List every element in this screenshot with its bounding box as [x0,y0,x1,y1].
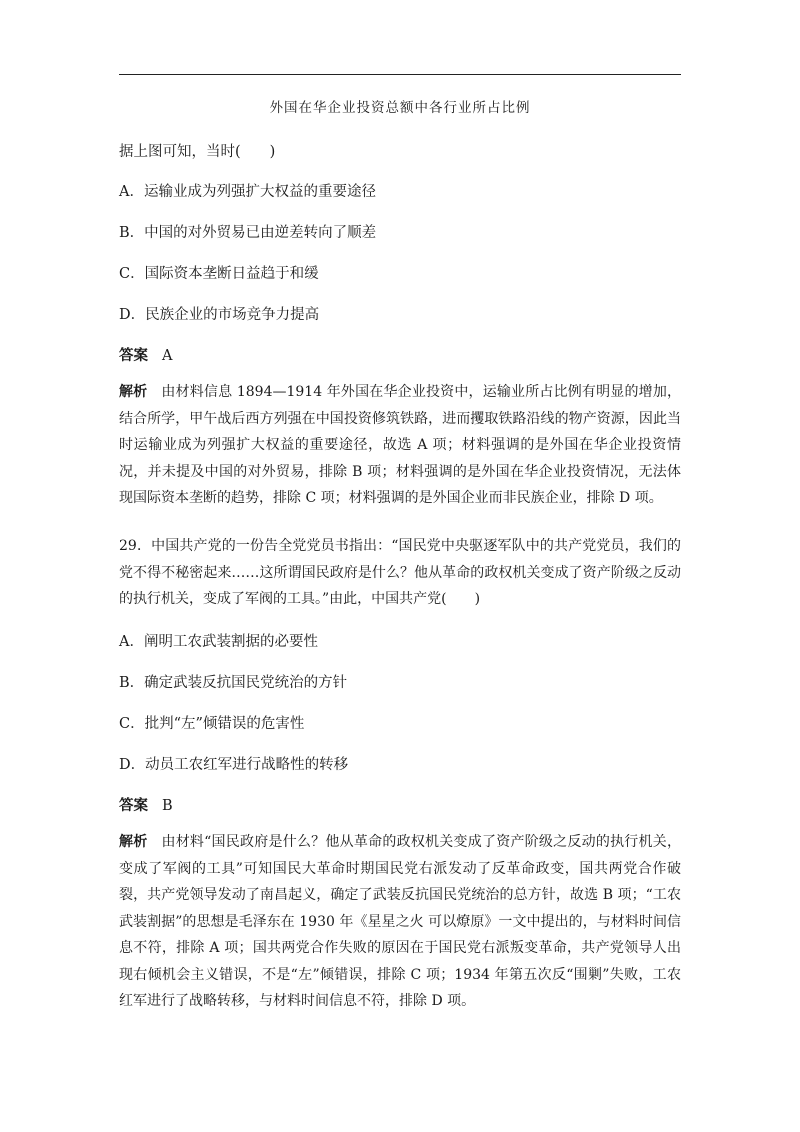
q28-option-a: A．运输业成为列强扩大权益的重要途径 [119,184,376,200]
q29-answer [119,794,689,815]
q29-option-b: B．确定武装反抗国民党统治的方针 [119,675,348,691]
q28-stem: 据上图可知，当时( ) [119,144,276,160]
q29-option-d: D．动员工农红军进行战略性的转移 [119,757,349,773]
q28-answer [119,344,689,365]
q28-option-d: D．民族企业的市场竞争力提高 [119,307,320,323]
q28-answer-label: 答案 [119,348,148,364]
q28-option-b: B．中国的对外贸易已由逆差转向了顺差 [119,225,377,241]
q28-analysis-label: 解析 [119,384,148,400]
q28-analysis-text: 由材料信息 1894—1914 年外国在华企业投资中，运输业所占比例有明显的增加，结合所学，甲午战后西方列强在中国投资修筑铁路，进而攫取铁路沿线的物产资源，因此当时运输业成为列强扩大权益的重要途径，故选 A 项；材料强调的是外国在华企业投资情况，并未提及中国的对外贸易，排除 B 项；材料强调的是外国在华企业投资情况，无法体现国际资本垄断的趋势，排除 C 项；材料强调的是外国企业而非民族企业，排除 D 项。 [119,384,681,506]
q29-stem [119,533,681,613]
q29-analysis [119,829,681,1015]
q28-analysis [119,379,681,512]
q28-answer-value: A [162,348,173,364]
q28-option-c: C．国际资本垄断日益趋于和缓 [119,266,319,282]
q29-option-c: C．批判“左”倾错误的危害性 [119,716,305,732]
q29-analysis-text: 由材料“国民政府是什么？他从革命的政权机关变成了资产阶级之反动的执行机关，变成了军阀的工具”可知国民大革命时期国民党右派发动了反革命政变，国共两党合作破裂，共产党领导发动了南昌起义，确定了武装反抗国民党统治的总方针，故选 B 项；“工农武装割据”的思想是毛泽东在 1930 年《星星之火 可以燎原》一文中提出的，与材料时间信息不符，排除 A 项；国共两党合作失败的原因在于国民党右派叛变革命，共产党领导人出现右倾机会主义错误，不是“左”倾错误，排除 C 项；1934 年第五次反“围剿”失败，工农红军进行了战略转移，与材料时间信息不符，排除 D 项。 [119,834,682,1009]
q29-stem-text: 29．中国共产党的一份告全党党员书指出：“国民党中央驱逐军队中的共产党党员，我们的党不得不秘密起来……这所谓国民政府是什么？他从革命的政权机关变成了资产阶级之反动的执行机关，变成了军阀的工具。”由此，中国共产党( ) [119,538,681,607]
q29-answer-value: B [162,798,173,814]
top-rule [119,74,681,75]
figure-caption: 外国在华企业投资总额中各行业所占比例 [269,100,531,116]
q29-answer-label: 答案 [119,798,148,814]
q29-analysis-label: 解析 [119,834,148,850]
q29-option-a: A．阐明工农武装割据的必要性 [119,634,318,650]
